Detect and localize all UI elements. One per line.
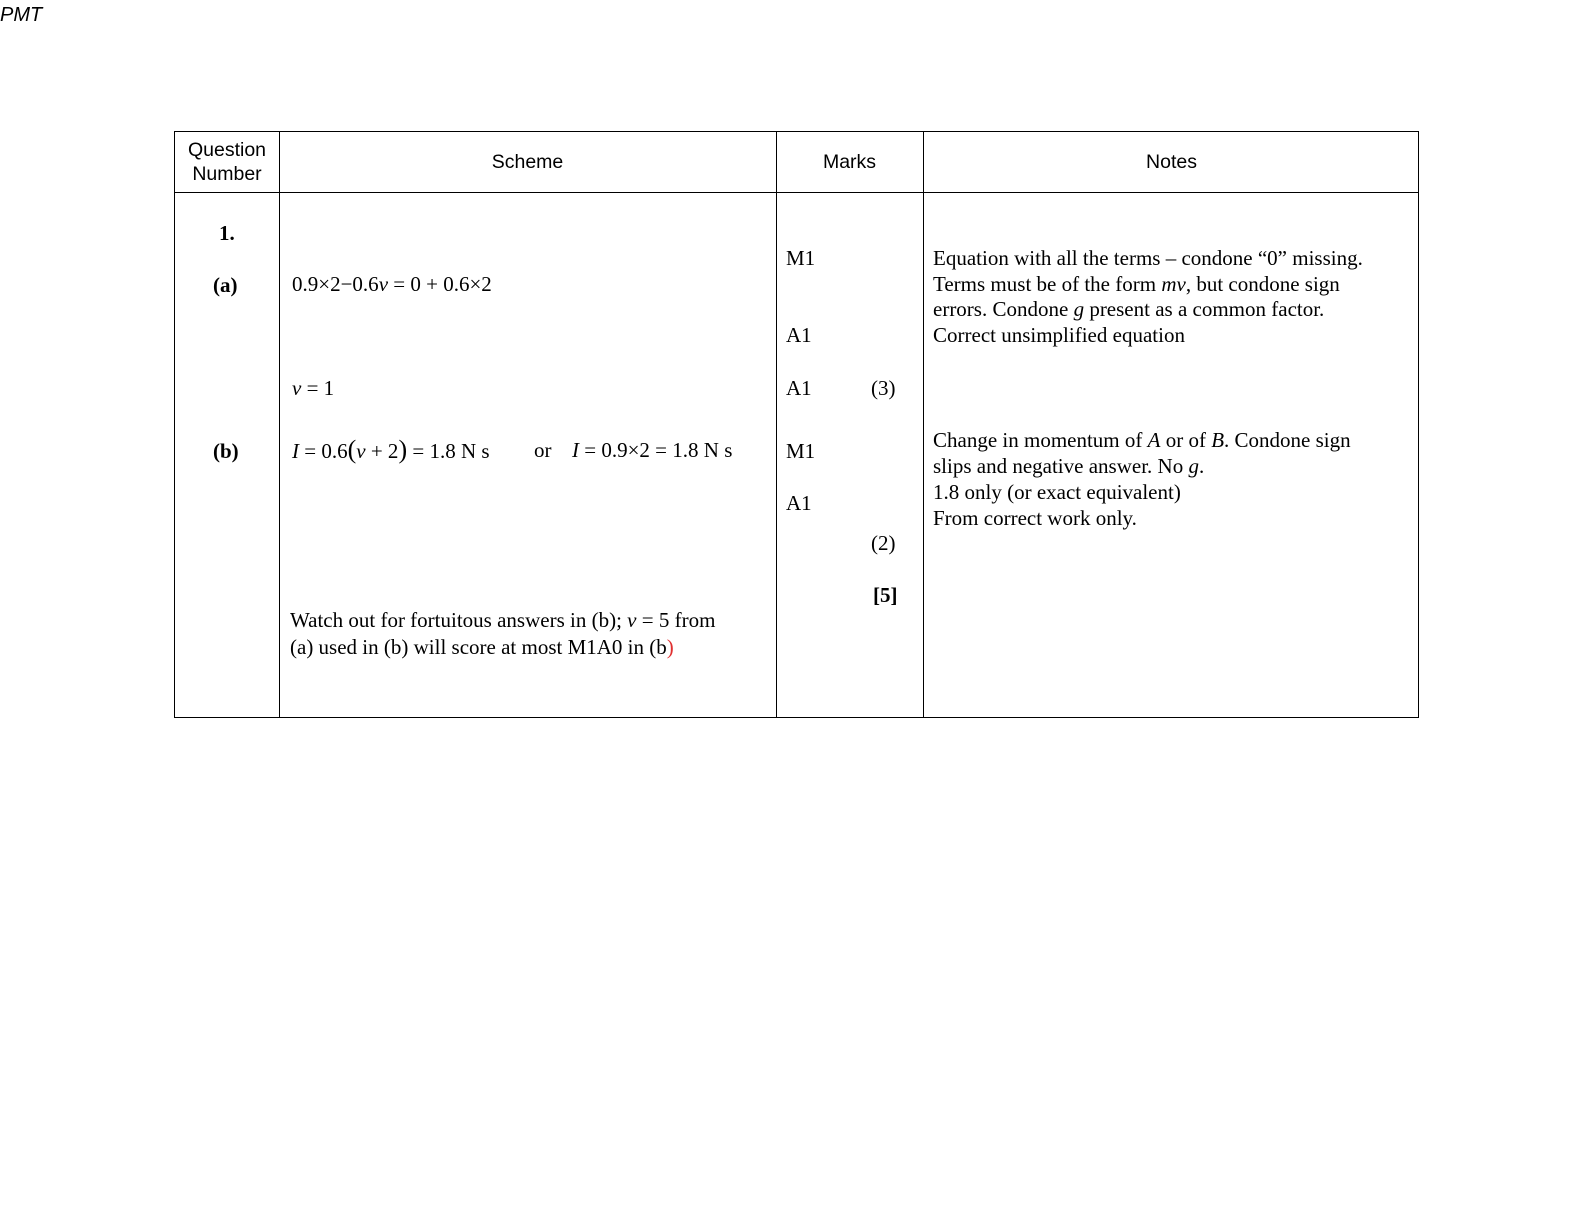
header-divider xyxy=(175,192,1418,193)
warning-1a: Watch out for fortuitous answers in (b); xyxy=(290,608,628,632)
scheme-equation-b1: I = 0.6(v + 2) = 1.8 N s xyxy=(292,435,490,464)
scheme-b1-c: = 1.8 N s xyxy=(407,439,490,463)
note-3b: present as a common factor. xyxy=(1084,297,1325,321)
scheme-b1-b: + 2 xyxy=(365,439,399,463)
note-line-8: From correct work only. xyxy=(933,506,1137,530)
note-line-7: 1.8 only (or exact equivalent) xyxy=(933,480,1181,504)
mark-a1-a: A1 xyxy=(786,323,812,347)
mark-a1-b: A1 xyxy=(786,491,812,515)
scheme-equation-a xyxy=(292,271,492,297)
scheme-b1-a: = 0.6 xyxy=(299,439,348,463)
note-line-5 xyxy=(933,427,1351,453)
note-5a: Change in momentum of xyxy=(933,428,1148,452)
header-question-number xyxy=(175,138,279,186)
scheme-a-var: v xyxy=(378,272,389,296)
mark-a1-a2: A1 xyxy=(786,376,812,400)
scheme-b2-var: I xyxy=(572,438,579,462)
note-2a: Terms must be of the form xyxy=(933,272,1162,296)
note-2var: mv xyxy=(1161,272,1186,296)
mark-total-b: (2) xyxy=(871,531,896,555)
mark-m1-a: M1 xyxy=(786,246,816,270)
note-line-2 xyxy=(933,271,1340,297)
scheme-result-var: v xyxy=(292,376,302,400)
scheme-b1-var: I xyxy=(292,439,299,463)
note-3a: errors. Condone xyxy=(933,297,1074,321)
mark-total: [5] xyxy=(873,583,898,607)
note-6a: slips and negative answer. No xyxy=(933,454,1189,478)
note-line-4: Correct unsimplified equation xyxy=(933,323,1185,347)
scheme-b2-rest: = 0.9×2 = 1.8 N s xyxy=(579,438,733,462)
header-scheme: Scheme xyxy=(491,151,564,173)
part-b-label: (b) xyxy=(213,439,239,463)
note-2b: , but condone sign xyxy=(1185,272,1340,296)
warning-2a: (a) used in (b) will score at most M1A0 in (b xyxy=(290,635,667,659)
warning-2b: ) xyxy=(666,635,674,659)
note-line-6 xyxy=(933,453,1204,479)
scheme-warning-line-2 xyxy=(290,634,674,660)
note-line-3 xyxy=(933,296,1324,322)
header-question-line-2: Number xyxy=(192,163,262,185)
header-question-line-1: Question xyxy=(187,139,267,161)
mark-total-a: (3) xyxy=(871,376,896,400)
note-6b: . xyxy=(1198,454,1205,478)
mark-scheme-table xyxy=(174,131,1419,718)
column-divider xyxy=(923,132,924,717)
note-5B: B xyxy=(1211,428,1225,452)
note-6g: g xyxy=(1188,454,1199,478)
warning-1var: v xyxy=(627,608,637,632)
note-5c: . Condone sign xyxy=(1224,428,1351,452)
note-5A: A xyxy=(1147,428,1161,452)
header-marks: Marks xyxy=(822,151,877,173)
scheme-a-lhs: 0.9×2−0.6 xyxy=(292,272,379,296)
question-number: 1. xyxy=(219,221,235,245)
column-divider xyxy=(776,132,777,717)
header-notes: Notes xyxy=(1146,151,1197,173)
scheme-result-a xyxy=(292,375,334,401)
scheme-warning-line-1 xyxy=(290,607,715,633)
column-divider xyxy=(279,132,280,717)
scheme-a-rhs: = 0 + 0.6×2 xyxy=(388,272,492,296)
mark-m1-b: M1 xyxy=(786,439,816,463)
part-a-label: (a) xyxy=(213,273,238,297)
corner-label: PMT xyxy=(0,4,43,26)
scheme-equation-b2 xyxy=(572,437,732,463)
note-5b: or of xyxy=(1160,428,1212,452)
scheme-or: or xyxy=(534,438,552,462)
warning-1b: = 5 from xyxy=(636,608,716,632)
scheme-result-rest: = 1 xyxy=(301,376,335,400)
note-3var: g xyxy=(1073,297,1085,321)
note-line-1: Equation with all the terms – condone “0” missing. xyxy=(933,246,1363,270)
scheme-b1-var2: v xyxy=(356,439,366,463)
